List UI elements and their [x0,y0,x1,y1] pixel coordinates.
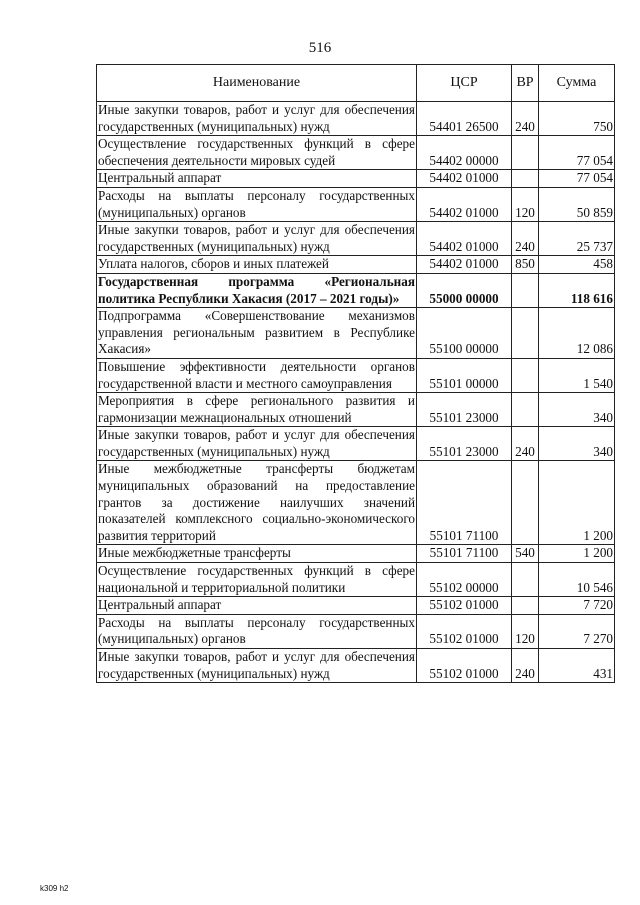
budget-table [96,64,615,683]
name-cell: Повышение эффективности деятельности органов государственной власти и местного самоуправления [97,358,417,392]
sum-cell: 7 720 [539,597,615,615]
csr-cell: 55102 01000 [417,649,512,683]
header-vr: ВР [512,65,539,102]
name-cell: Уплата налогов, сборов и иных платежей [97,256,417,274]
csr-cell: 54402 01000 [417,187,512,221]
sum-cell: 25 737 [539,222,615,256]
name-cell: Расходы на выплаты персоналу государственных (муниципальных) органов [97,614,417,648]
vr-cell [512,461,539,545]
table-body [97,102,615,683]
header-sum: Сумма [539,65,615,102]
sum-cell: 1 200 [539,545,615,563]
table-header-row [97,65,615,102]
table-row [97,427,615,461]
table-row [97,256,615,274]
vr-cell [512,597,539,615]
sum-cell: 340 [539,427,615,461]
vr-cell [512,170,539,188]
footer-code: k309 h2 [40,884,69,893]
vr-cell [512,358,539,392]
sum-cell: 50 859 [539,187,615,221]
csr-cell: 55000 00000 [417,273,512,307]
table-row [97,545,615,563]
name-cell: Иные закупки товаров, работ и услуг для обеспечения государственных (муниципальных) нужд [97,649,417,683]
name-cell: Иные закупки товаров, работ и услуг для обеспечения государственных (муниципальных) нужд [97,222,417,256]
table-row [97,393,615,427]
sum-cell: 1 540 [539,358,615,392]
table-row [97,649,615,683]
vr-cell: 540 [512,545,539,563]
csr-cell: 55101 71100 [417,461,512,545]
sum-cell: 431 [539,649,615,683]
vr-cell: 240 [512,427,539,461]
csr-cell: 55100 00000 [417,308,512,359]
sum-cell: 118 616 [539,273,615,307]
name-cell: Расходы на выплаты персоналу государственных (муниципальных) органов [97,187,417,221]
table-row [97,136,615,170]
table-row [97,358,615,392]
sum-cell: 12 086 [539,308,615,359]
name-cell: Центральный аппарат [97,170,417,188]
csr-cell: 54402 00000 [417,136,512,170]
header-name: Наименование [97,65,417,102]
name-cell: Мероприятия в сфере регионального развития и гармонизации межнациональных отношений [97,393,417,427]
name-cell: Осуществление государственных функций в сфере национальной и территориальной политики [97,563,417,597]
csr-cell: 54402 01000 [417,256,512,274]
table-row [97,461,615,545]
name-cell: Центральный аппарат [97,597,417,615]
csr-cell: 55102 01000 [417,614,512,648]
table-row [97,273,615,307]
table-row [97,170,615,188]
table-row [97,102,615,136]
sum-cell: 458 [539,256,615,274]
name-cell: Иные межбюджетные трансферты бюджетам муниципальных образований на предоставление грантов за достижение наилучших значений показателей комплексного социально-экономического развития территорий [97,461,417,545]
sum-cell: 77 054 [539,136,615,170]
vr-cell: 240 [512,102,539,136]
header-csr: ЦСР [417,65,512,102]
csr-cell: 55102 00000 [417,563,512,597]
csr-cell: 54401 26500 [417,102,512,136]
vr-cell: 850 [512,256,539,274]
vr-cell [512,393,539,427]
vr-cell: 120 [512,614,539,648]
name-cell: Подпрограмма «Совершенствование механизмов управления региональным развитием в Республике Хакасия» [97,308,417,359]
name-cell: Государственная программа «Региональная политика Республики Хакасия (2017 – 2021 годы)» [97,273,417,307]
csr-cell: 55101 23000 [417,393,512,427]
csr-cell: 54402 01000 [417,222,512,256]
sum-cell: 340 [539,393,615,427]
table-row [97,597,615,615]
csr-cell: 55102 01000 [417,597,512,615]
sum-cell: 1 200 [539,461,615,545]
table-row [97,614,615,648]
table-row [97,187,615,221]
name-cell: Осуществление государственных функций в сфере обеспечения деятельности мировых судей [97,136,417,170]
sum-cell: 77 054 [539,170,615,188]
csr-cell: 54402 01000 [417,170,512,188]
csr-cell: 55101 71100 [417,545,512,563]
vr-cell [512,563,539,597]
vr-cell: 240 [512,222,539,256]
table-row [97,308,615,359]
vr-cell [512,308,539,359]
table-row [97,222,615,256]
vr-cell: 240 [512,649,539,683]
name-cell: Иные закупки товаров, работ и услуг для обеспечения государственных (муниципальных) нужд [97,102,417,136]
table-row [97,563,615,597]
csr-cell: 55101 00000 [417,358,512,392]
vr-cell [512,273,539,307]
csr-cell: 55101 23000 [417,427,512,461]
sum-cell: 7 270 [539,614,615,648]
name-cell: Иные закупки товаров, работ и услуг для обеспечения государственных (муниципальных) нужд [97,427,417,461]
page-number: 516 [308,40,332,56]
name-cell: Иные межбюджетные трансферты [97,545,417,563]
sum-cell: 10 546 [539,563,615,597]
vr-cell [512,136,539,170]
vr-cell: 120 [512,187,539,221]
sum-cell: 750 [539,102,615,136]
